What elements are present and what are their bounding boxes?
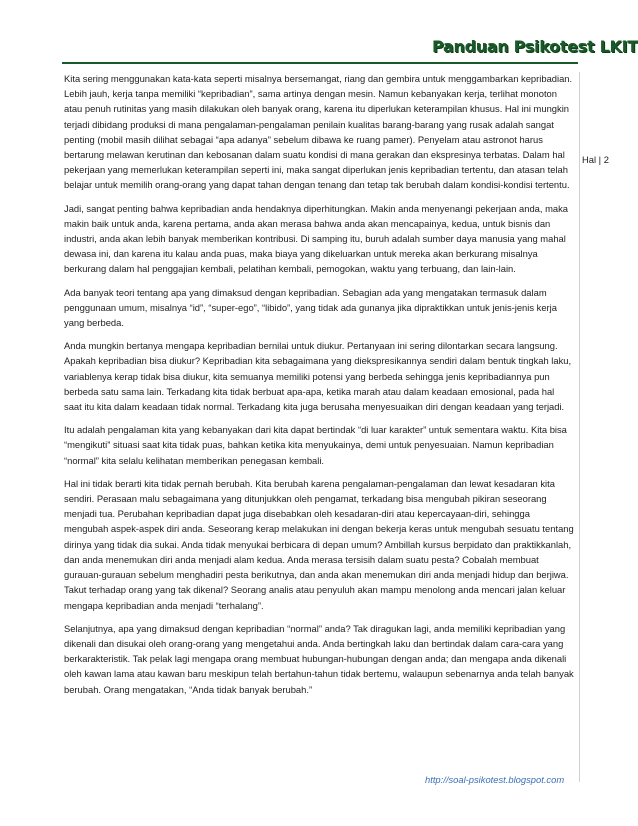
paragraph: Jadi, sangat penting bahwa kepribadian anda hendaknya diperhitungkan. Makin anda menyenangi pekerjaan anda, maka makin baik untuk anda, karena pertama, anda akan merasa bahwa anda akan mencapainya, kedua, untuk bisnis dan industri, anda akan lebih banyak memberikan kontribusi. Di samping itu, buruh adalah sumber daya manusia yang mahal dewasa ini, dan karena itu kalau anda puas, maka biaya yang dikeluarkan untuk mereka akan berkurang misalnya berkurang dalam hal penggajian kembali, pelatihan kembali, pemogokan, waktu yang terbuang, dan lain-lain. (64, 202, 569, 275)
paragraph: Ada banyak teori tentang apa yang dimaksud dengan kepribadian. Sebagian ada yang mengatakan termasuk dalam penggunaan umum, misalnya “id”, “super-ego”, “libido”, yang tidak ada gunanya jika dipraktikkan untuk jenis-jenis kerja yang berbeda. (64, 286, 557, 329)
paragraph: Itu adalah pengalaman kita yang kebanyakan dari kita dapat bertindak “di luar karakter” untuk sementara waktu. Kita bisa “mengikuti” situasi saat kita tidak puas, bahkan ketika kita menyukainya, demi untuk penyesuaian. Namun kepribadian “normal” kita selalu kelihatan memberikan penegasan kembali. (64, 424, 567, 466)
header-divider (62, 62, 578, 64)
paragraph: Kita sering menggunakan kata-kata seperti misalnya bersemangat, riang dan gembira untuk menggambarkan kepribadian. Lebih jauh, kerja tanpa memiliki “kepribadian”, sama artinya dengan mesin. Namun kebanyakan kerja, terlihat monoton atau penuh rutinitas yang masih dilakukan oleh banyak orang, karena itu diperlukan keterampilan khusus. Hal ini mungkin terjadi dibidang produksi di mana pengalaman-pengalaman penilain kualitas barang-barang yang rusak adalah sangat penting (mobil masih dilihat sebagai “apa adanya” sebelum dibawa ke ruang pamer). Penyelam atau astronot harus bertarung melawan kerutinan dan kebosanan dalam suatu kondisi di mana gerakan dan ekspresinya terbatas. Dalam hal pekerjaan yang memerlukan keterampilan seperti ini, maka sangat diperlukan jenis kepribadian tertentu, dan atasan telah belajar untuk memilih orang-orang yang dapat tahan dengan tenang dan tetap tak berubah dalam kondisi-kondisi tertentu. (64, 73, 573, 191)
margin-divider (579, 72, 580, 782)
paragraph: Anda mungkin bertanya mengapa kepribadian bernilai untuk diukur. Pertanyaan ini sering dilontarkan secara langsung. Apakah kepribadian bisa diukur? Kepribadian kita sebagaimana yang diekspresikannya sendiri dalam bentuk tingkah laku, variablenya kerap tidak bisa diukur, kita semuanya memiliki potensi yang berbeda sehingga jenis kepribadiannya pun berbeda satu sama lain. Terkadang kita tidak berbuat apa-apa, ketika marah atau dalam keadaan emosional, pada hal saat itu kita dalam keadaan tidak normal. Terkadang kita juga berusaha menyesuaikan diri dengan keadaan yang terjadi. (64, 340, 572, 413)
paragraph: Selanjutnya, apa yang dimaksud dengan kepribadian “normal” anda? Tak diragukan lagi, anda memiliki kepribadian yang dikenali dan disukai oleh orang-orang yang mengetahui anda. Anda bertingkah laku dan bertindak dalam cara-cara yang berkarakteristik. Tak pelak lagi mengapa orang membuat hubungan-hubungan dengan anda; dan mengapa anda dikenali oleh kawan lama atau kawan baru meskipun telah bertahun-tahun tidak bertemu, walaupun sebenarnya anda telah banyak berubah. Orang mengatakan, “Anda tidak banyak berubah.” (64, 622, 574, 695)
paragraph: Hal ini tidak berarti kita tidak pernah berubah. Kita berubah karena pengalaman-pengalaman dan lewat kesadaran kita sendiri. Perasaan malu sebagaimana yang ditunjukkan oleh pengamat, terkadang bisa mengubah pikiran seseorang menjadi tua. Perubahan kepribadian dapat juga disebabkan oleh kesadaran-diri atau kepercayaan-diri, sehingga mengubah aspek-aspek diri anda. Seseorang kerap melakukan ini dengan bekerja keras untuk mengubah sesuatu tentang dirinya yang tidak dia sukai. Anda tidak menyukai berbicara di depan umum? Ambillah kursus berpidato dan praktikkanlah, dan anda menemukan diri anda menjadi alam kedua. Anda merasa tersisih dalam suatu pesta? Cobalah membuat gurauan-gurauan sebelum menghadiri pesta berikutnya, dan anda akan menemukan diri anda menjadi hidup dan berjiwa. Takut terhadap orang yang tak dikenal? Seorang analis atau penyuluh akan mampu menolong anda mencari jalan keluar mengapa kepribadian anda menjadi “terhalang”. (64, 477, 574, 611)
header-title: Panduan Psikotest LKIT (432, 37, 638, 56)
body-text (64, 71, 574, 705)
footer-link[interactable]: http://soal-psikotest.blogspot.com (425, 774, 565, 785)
page-number: Hal | 2 (582, 154, 609, 165)
